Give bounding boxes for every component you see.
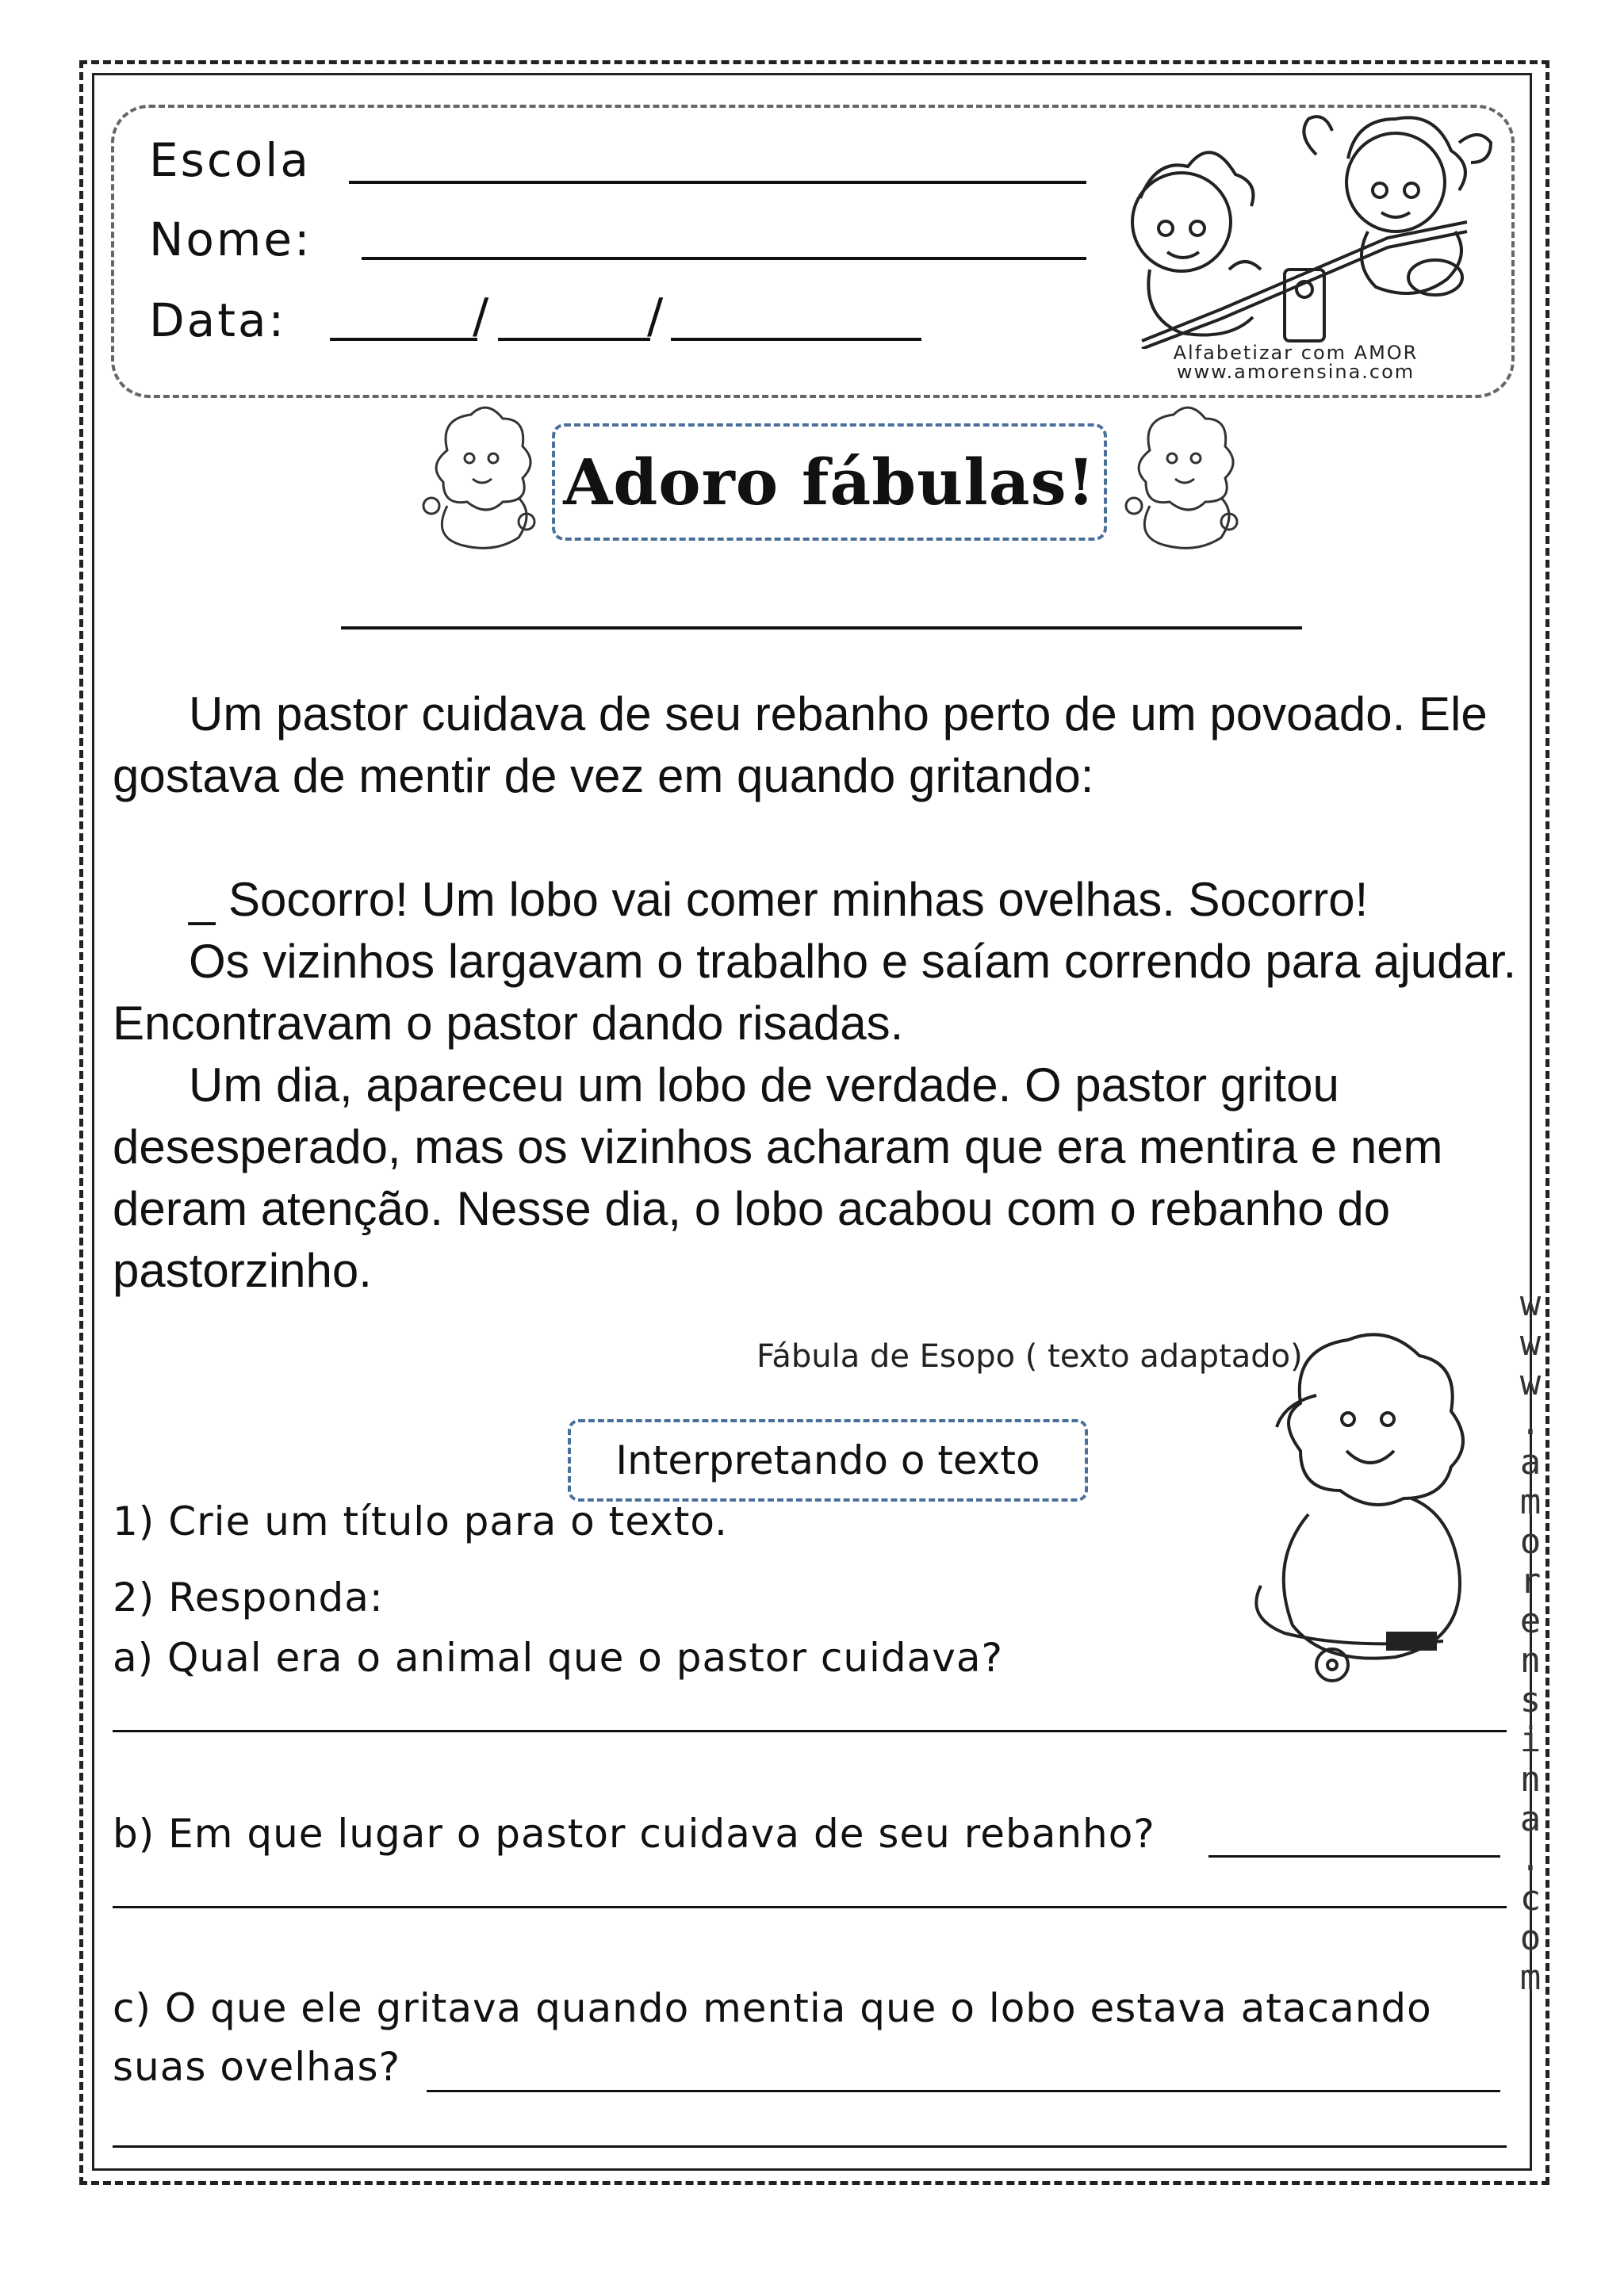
side-watermark-char: . — [1519, 1839, 1542, 1879]
title-box — [552, 423, 1107, 541]
escola-label: Escola — [149, 133, 311, 187]
nome-label: Nome: — [149, 212, 312, 266]
section-title-box — [568, 1419, 1088, 1502]
story-text-1: Um pastor cuidava de seu rebanho perto de um povoado. Ele gostava de mentir de vez em quando gritando: — [113, 687, 1488, 802]
side-watermark-char: w — [1519, 1284, 1542, 1324]
question-c-line-2: suas ovelhas? — [113, 2044, 401, 2090]
credit-line-2: www.amorensina.com — [1176, 361, 1415, 383]
date-month-line[interactable] — [498, 338, 650, 341]
side-watermark-char: a — [1519, 1442, 1542, 1483]
side-watermark-char: n — [1519, 1759, 1542, 1800]
sheep-right-icon — [1118, 403, 1245, 553]
side-watermark-char: s — [1519, 1680, 1542, 1720]
sheep-sitting-illustration — [1253, 1332, 1515, 1697]
answer-line-b[interactable] — [113, 1906, 1507, 1908]
story-paragraph-2 — [113, 869, 1524, 931]
sheep-left-icon — [416, 403, 542, 553]
story-text-2: _ Socorro! Um lobo vai comer minhas ovelhas. Socorro! — [189, 873, 1369, 926]
story-paragraph-1 — [113, 683, 1524, 807]
question-2: 2) Responda: — [113, 1575, 384, 1621]
side-watermark-char: m — [1519, 1482, 1542, 1522]
side-watermark-char: c — [1519, 1878, 1542, 1919]
date-day-line[interactable] — [330, 338, 477, 341]
side-watermark-char: w — [1519, 1363, 1542, 1403]
side-watermark-char: . — [1519, 1402, 1542, 1443]
side-watermark-char: a — [1519, 1799, 1542, 1839]
side-watermark-char: o — [1519, 1521, 1542, 1562]
story-text-3: Os vizinhos largavam o trabalho e saíam correndo para ajudar. Encontravam o pastor dando risadas. — [113, 935, 1517, 1050]
side-watermark-char: n — [1519, 1640, 1542, 1681]
date-year-line[interactable] — [671, 338, 921, 341]
page-title: Adoro fábulas! — [563, 445, 1096, 519]
story-title-line[interactable] — [341, 626, 1302, 629]
story-paragraph-4 — [113, 1054, 1524, 1302]
credit-line-1: Alfabetizar com AMOR — [1173, 342, 1419, 364]
story-text-4: Um dia, apareceu um lobo de verdade. O pastor gritou desesperado, mas os vizinhos acharam que era mentira e nem deram atenção. Nesse dia, o lobo acabou com o rebanho do pastorzinho. — [113, 1058, 1443, 1297]
date-separator-1: / — [473, 289, 489, 344]
question-c-line-1: c) O que ele gritava quando mentia que o lobo estava atacando — [113, 1985, 1432, 2031]
story-paragraph-3 — [113, 931, 1524, 1054]
date-separator-2: / — [647, 289, 664, 344]
data-label: Data: — [149, 293, 287, 347]
story-source: Fábula de Esopo ( texto adaptado) — [756, 1338, 1303, 1375]
section-title: Interpretando o texto — [615, 1437, 1040, 1483]
answer-line-c[interactable] — [113, 2145, 1507, 2148]
side-watermark-char: i — [1519, 1720, 1542, 1760]
question-1: 1) Crie um título para o texto. — [113, 1498, 728, 1544]
answer-line-b-inline[interactable] — [1208, 1855, 1500, 1858]
side-watermark-char: w — [1519, 1323, 1542, 1364]
question-b: b) Em que lugar o pastor cuidava de seu rebanho? — [113, 1811, 1155, 1857]
children-seesaw-illustration — [1086, 111, 1530, 349]
answer-line-c-inline[interactable] — [427, 2090, 1500, 2092]
answer-line-a[interactable] — [113, 1730, 1507, 1732]
question-a: a) Qual era o animal que o pastor cuidava? — [113, 1635, 1004, 1681]
side-watermark-char: o — [1519, 1918, 1542, 1958]
side-watermark — [1515, 1284, 1546, 1998]
side-watermark-char: e — [1519, 1601, 1542, 1641]
side-watermark-char: r — [1519, 1561, 1542, 1601]
nome-line[interactable] — [362, 257, 1086, 260]
side-watermark-char: m — [1519, 1957, 1542, 1998]
escola-line[interactable] — [349, 181, 1086, 184]
